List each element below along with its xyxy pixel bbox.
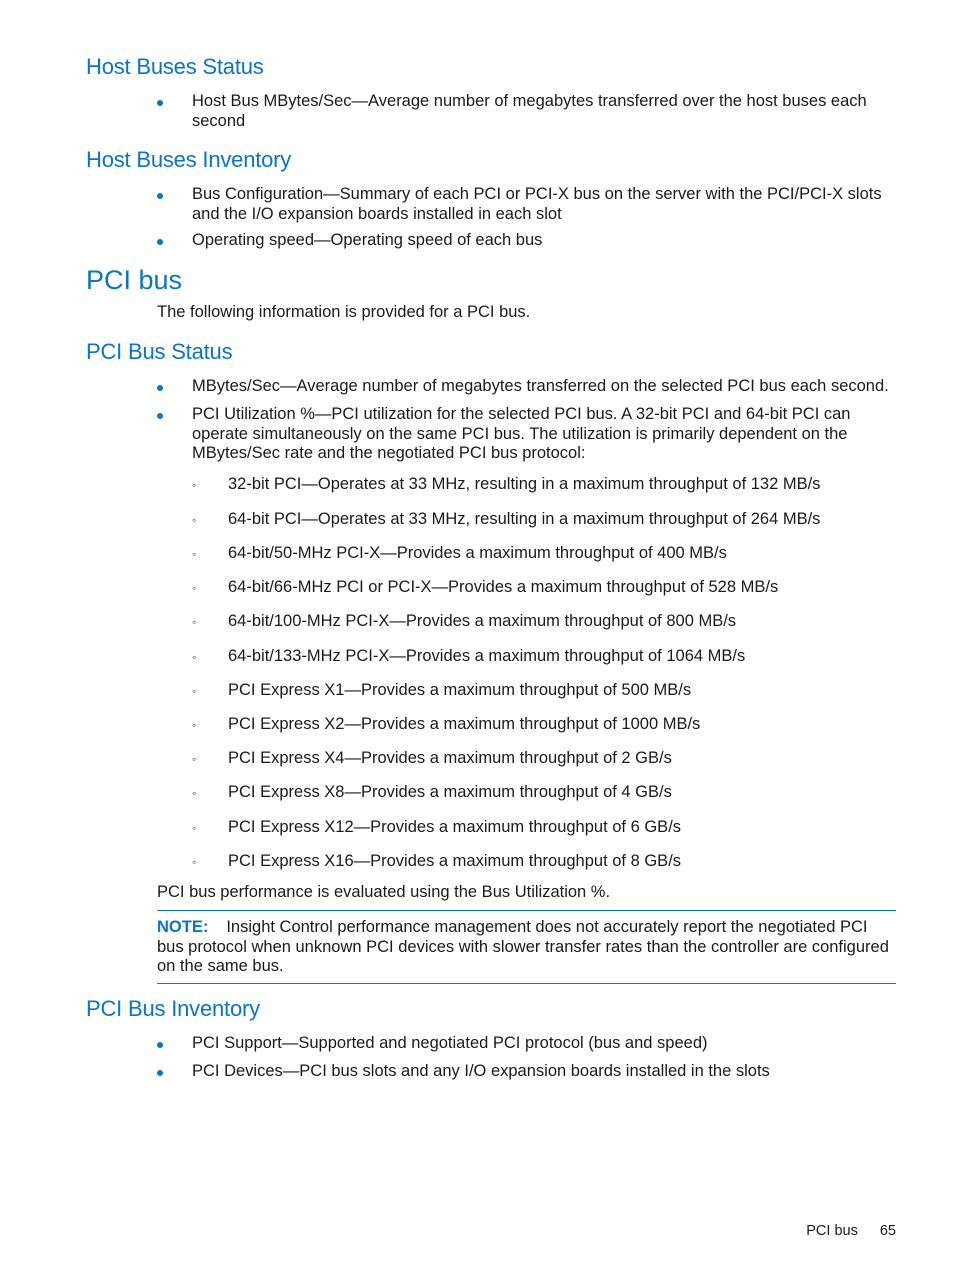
bullet-dot-icon <box>157 193 163 199</box>
circle-bullet-icon: ◦ <box>192 855 197 869</box>
note-label: NOTE: <box>157 918 209 936</box>
bullet-dot-icon <box>157 413 163 419</box>
list-item: Host Bus MBytes/Sec—Average number of megabytes transferred over the host buses each second <box>157 92 897 131</box>
bullet-dot-icon <box>157 385 163 391</box>
circle-bullet-icon: ◦ <box>192 513 197 527</box>
circle-bullet-icon: ◦ <box>192 478 197 492</box>
sub-list-item: ◦ 64-bit/50-MHz PCI-X—Provides a maximum throughput of 400 MB/s <box>192 544 892 564</box>
heading-pci-bus: PCI bus <box>86 265 183 295</box>
bullet-dot-icon <box>157 239 163 245</box>
sub-list-item: ◦ PCI Express X1—Provides a maximum throughput of 500 MB/s <box>192 681 892 701</box>
heading-host-buses-inventory: Host Buses Inventory <box>86 147 292 172</box>
bullet-dot-icon <box>157 1042 163 1048</box>
circle-bullet-icon: ◦ <box>192 684 197 698</box>
sub-list-item: ◦ PCI Express X16—Provides a maximum throughput of 8 GB/s <box>192 852 892 872</box>
pci-bus-closing: PCI bus performance is evaluated using the Bus Utilization %. <box>157 883 611 901</box>
list-item: Bus Configuration—Summary of each PCI or PCI-X bus on the server with the PCI/PCI-X slots and the I/O expansion boards installed in each slot <box>157 185 897 224</box>
circle-bullet-icon: ◦ <box>192 650 197 664</box>
heading-host-buses-status: Host Buses Status <box>86 54 264 79</box>
bullet-dot-icon <box>157 1070 163 1076</box>
list-item: PCI Utilization %—PCI utilization for the selected PCI bus. A 32-bit PCI and 64-bit PCI can operate simultaneously on the same PCI bus. The utilization is primarily dependent on the MBytes/Sec rate and the negotiated PCI bus protocol: <box>157 405 897 464</box>
sub-list-item: ◦ PCI Express X12—Provides a maximum throughput of 6 GB/s <box>192 818 892 838</box>
note-box <box>157 910 896 984</box>
list-item: PCI Devices—PCI bus slots and any I/O expansion boards installed in the slots <box>157 1062 897 1082</box>
list-item: MBytes/Sec—Average number of megabytes transferred on the selected PCI bus each second. <box>157 377 897 397</box>
circle-bullet-icon: ◦ <box>192 821 197 835</box>
page-footer <box>806 1223 896 1239</box>
list-item: PCI Support—Supported and negotiated PCI protocol (bus and speed) <box>157 1034 897 1054</box>
circle-bullet-icon: ◦ <box>192 615 197 629</box>
sub-list-item: ◦ 64-bit/133-MHz PCI-X—Provides a maximum throughput of 1064 MB/s <box>192 647 892 667</box>
circle-bullet-icon: ◦ <box>192 752 197 766</box>
heading-pci-bus-inventory: PCI Bus Inventory <box>86 996 260 1021</box>
circle-bullet-icon: ◦ <box>192 786 197 800</box>
sub-list-item: ◦ 32-bit PCI—Operates at 33 MHz, resulting in a maximum throughput of 132 MB/s <box>192 475 892 495</box>
circle-bullet-icon: ◦ <box>192 547 197 561</box>
sub-list-item: ◦ 64-bit/100-MHz PCI-X—Provides a maximum throughput of 800 MB/s <box>192 612 892 632</box>
bullet-dot-icon <box>157 100 163 106</box>
heading-pci-bus-status: PCI Bus Status <box>86 339 233 364</box>
sub-list-item: ◦ PCI Express X4—Provides a maximum throughput of 2 GB/s <box>192 749 892 769</box>
list-item: Operating speed—Operating speed of each bus <box>157 231 897 251</box>
footer-section-title: PCI bus <box>806 1223 858 1239</box>
sub-list-item: ◦ PCI Express X2—Provides a maximum throughput of 1000 MB/s <box>192 715 892 735</box>
sub-list-item: ◦ 64-bit PCI—Operates at 33 MHz, resulting in a maximum throughput of 264 MB/s <box>192 510 892 530</box>
circle-bullet-icon: ◦ <box>192 581 197 595</box>
note-text: Insight Control performance management does not accurately report the negotiated PCI bus protocol when unknown PCI devices with slower transfer rates than the controller are configured on the same bus. <box>157 918 889 975</box>
pci-bus-intro: The following information is provided for a PCI bus. <box>157 303 531 321</box>
circle-bullet-icon: ◦ <box>192 718 197 732</box>
page-number: 65 <box>879 1223 896 1239</box>
sub-list-item: ◦ 64-bit/66-MHz PCI or PCI-X—Provides a maximum throughput of 528 MB/s <box>192 578 892 598</box>
sub-list-item: ◦ PCI Express X8—Provides a maximum throughput of 4 GB/s <box>192 783 892 803</box>
